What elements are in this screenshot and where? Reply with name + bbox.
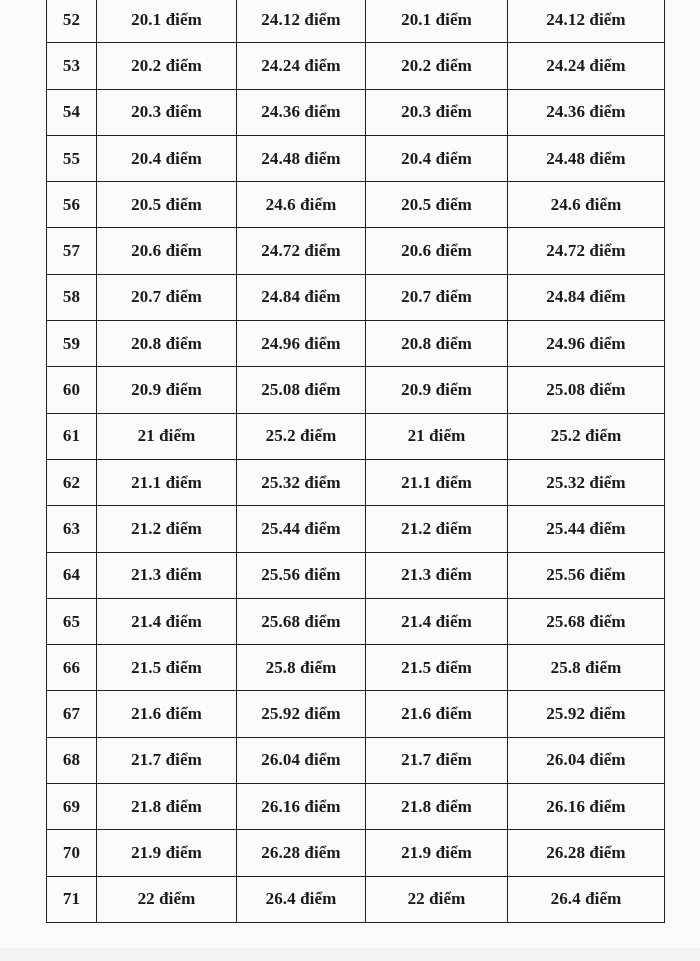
score-cell-col2: 24.72 điểm <box>237 228 366 274</box>
score-cell-col3: 20.8 điểm <box>366 321 508 367</box>
score-cell-col1: 20.4 điểm <box>97 135 237 181</box>
row-number-cell: 58 <box>47 274 97 320</box>
score-cell-col2: 24.48 điểm <box>237 135 366 181</box>
row-number-cell: 53 <box>47 43 97 89</box>
score-cell-col4: 26.04 điểm <box>508 737 665 783</box>
score-cell-col1: 20.9 điểm <box>97 367 237 413</box>
score-cell-col3: 20.9 điểm <box>366 367 508 413</box>
row-number-cell: 68 <box>47 737 97 783</box>
score-cell-col4: 26.4 điểm <box>508 876 665 922</box>
score-cell-col1: 21.4 điểm <box>97 598 237 644</box>
row-number-cell: 56 <box>47 182 97 228</box>
row-number-cell: 55 <box>47 135 97 181</box>
score-cell-col2: 24.6 điểm <box>237 182 366 228</box>
score-cell-col3: 20.6 điểm <box>366 228 508 274</box>
score-cell-col1: 20.1 điểm <box>97 0 237 43</box>
score-cell-col1: 21.1 điểm <box>97 459 237 505</box>
table-row <box>47 0 665 43</box>
score-cell-col4: 26.16 điểm <box>508 784 665 830</box>
table-row <box>47 598 665 644</box>
score-cell-col2: 25.56 điểm <box>237 552 366 598</box>
score-cell-col1: 20.6 điểm <box>97 228 237 274</box>
score-cell-col1: 20.2 điểm <box>97 43 237 89</box>
score-cell-col3: 21.4 điểm <box>366 598 508 644</box>
score-cell-col2: 25.32 điểm <box>237 459 366 505</box>
score-cell-col1: 20.8 điểm <box>97 321 237 367</box>
table-row <box>47 830 665 876</box>
score-cell-col2: 24.12 điểm <box>237 0 366 43</box>
score-cell-col4: 25.44 điểm <box>508 506 665 552</box>
score-cell-col4: 24.72 điểm <box>508 228 665 274</box>
score-cell-col1: 21.7 điểm <box>97 737 237 783</box>
row-number-cell: 67 <box>47 691 97 737</box>
table-row <box>47 367 665 413</box>
score-cell-col2: 25.68 điểm <box>237 598 366 644</box>
score-cell-col4: 25.2 điểm <box>508 413 665 459</box>
score-cell-col1: 22 điểm <box>97 876 237 922</box>
score-cell-col4: 24.6 điểm <box>508 182 665 228</box>
score-cell-col2: 26.16 điểm <box>237 784 366 830</box>
score-cell-col4: 24.84 điểm <box>508 274 665 320</box>
score-cell-col2: 26.28 điểm <box>237 830 366 876</box>
score-cell-col1: 20.5 điểm <box>97 182 237 228</box>
score-cell-col4: 25.32 điểm <box>508 459 665 505</box>
score-cell-col2: 24.24 điểm <box>237 43 366 89</box>
table-row <box>47 691 665 737</box>
table-row <box>47 506 665 552</box>
score-cell-col3: 21.2 điểm <box>366 506 508 552</box>
table-row <box>47 135 665 181</box>
score-cell-col1: 21.9 điểm <box>97 830 237 876</box>
score-cell-col4: 25.8 điểm <box>508 645 665 691</box>
score-cell-col2: 26.04 điểm <box>237 737 366 783</box>
score-cell-col2: 24.84 điểm <box>237 274 366 320</box>
score-cell-col4: 26.28 điểm <box>508 830 665 876</box>
table-row <box>47 321 665 367</box>
score-cell-col4: 24.96 điểm <box>508 321 665 367</box>
row-number-cell: 65 <box>47 598 97 644</box>
score-cell-col2: 25.44 điểm <box>237 506 366 552</box>
score-conversion-table <box>46 0 665 923</box>
score-cell-col3: 20.7 điểm <box>366 274 508 320</box>
score-cell-col1: 20.7 điểm <box>97 274 237 320</box>
score-cell-col3: 20.2 điểm <box>366 43 508 89</box>
row-number-cell: 57 <box>47 228 97 274</box>
row-number-cell: 66 <box>47 645 97 691</box>
score-cell-col1: 21.6 điểm <box>97 691 237 737</box>
table-row <box>47 43 665 89</box>
table-body <box>47 0 665 922</box>
score-cell-col2: 24.36 điểm <box>237 89 366 135</box>
score-cell-col3: 21.7 điểm <box>366 737 508 783</box>
score-cell-col3: 21.6 điểm <box>366 691 508 737</box>
score-cell-col3: 20.1 điểm <box>366 0 508 43</box>
score-cell-col3: 21.8 điểm <box>366 784 508 830</box>
table-row <box>47 413 665 459</box>
score-cell-col1: 21.3 điểm <box>97 552 237 598</box>
score-cell-col4: 24.24 điểm <box>508 43 665 89</box>
table-row <box>47 552 665 598</box>
table-row <box>47 274 665 320</box>
score-cell-col1: 21.8 điểm <box>97 784 237 830</box>
row-number-cell: 64 <box>47 552 97 598</box>
row-number-cell: 70 <box>47 830 97 876</box>
table-row <box>47 737 665 783</box>
row-number-cell: 59 <box>47 321 97 367</box>
table-row <box>47 182 665 228</box>
score-cell-col3: 21 điểm <box>366 413 508 459</box>
score-cell-col3: 21.9 điểm <box>366 830 508 876</box>
score-cell-col4: 24.12 điểm <box>508 0 665 43</box>
row-number-cell: 52 <box>47 0 97 43</box>
score-cell-col2: 24.96 điểm <box>237 321 366 367</box>
row-number-cell: 62 <box>47 459 97 505</box>
score-cell-col2: 25.2 điểm <box>237 413 366 459</box>
score-cell-col1: 21.2 điểm <box>97 506 237 552</box>
score-cell-col4: 25.56 điểm <box>508 552 665 598</box>
score-cell-col1: 21 điểm <box>97 413 237 459</box>
score-cell-col2: 25.8 điểm <box>237 645 366 691</box>
row-number-cell: 63 <box>47 506 97 552</box>
score-cell-col2: 25.08 điểm <box>237 367 366 413</box>
score-cell-col3: 22 điểm <box>366 876 508 922</box>
score-cell-col4: 24.36 điểm <box>508 89 665 135</box>
score-cell-col1: 20.3 điểm <box>97 89 237 135</box>
score-cell-col3: 21.3 điểm <box>366 552 508 598</box>
score-cell-col3: 21.1 điểm <box>366 459 508 505</box>
score-cell-col2: 25.92 điểm <box>237 691 366 737</box>
score-cell-col4: 25.68 điểm <box>508 598 665 644</box>
table-row <box>47 228 665 274</box>
page-bottom-edge <box>0 948 700 961</box>
score-cell-col3: 21.5 điểm <box>366 645 508 691</box>
score-cell-col4: 25.92 điểm <box>508 691 665 737</box>
table-row <box>47 645 665 691</box>
score-cell-col3: 20.5 điểm <box>366 182 508 228</box>
row-number-cell: 71 <box>47 876 97 922</box>
score-cell-col3: 20.3 điểm <box>366 89 508 135</box>
score-cell-col4: 25.08 điểm <box>508 367 665 413</box>
row-number-cell: 69 <box>47 784 97 830</box>
score-cell-col4: 24.48 điểm <box>508 135 665 181</box>
row-number-cell: 60 <box>47 367 97 413</box>
table-row <box>47 876 665 922</box>
row-number-cell: 54 <box>47 89 97 135</box>
table-row <box>47 89 665 135</box>
table-row <box>47 459 665 505</box>
score-cell-col2: 26.4 điểm <box>237 876 366 922</box>
score-cell-col3: 20.4 điểm <box>366 135 508 181</box>
table-row <box>47 784 665 830</box>
row-number-cell: 61 <box>47 413 97 459</box>
score-cell-col1: 21.5 điểm <box>97 645 237 691</box>
